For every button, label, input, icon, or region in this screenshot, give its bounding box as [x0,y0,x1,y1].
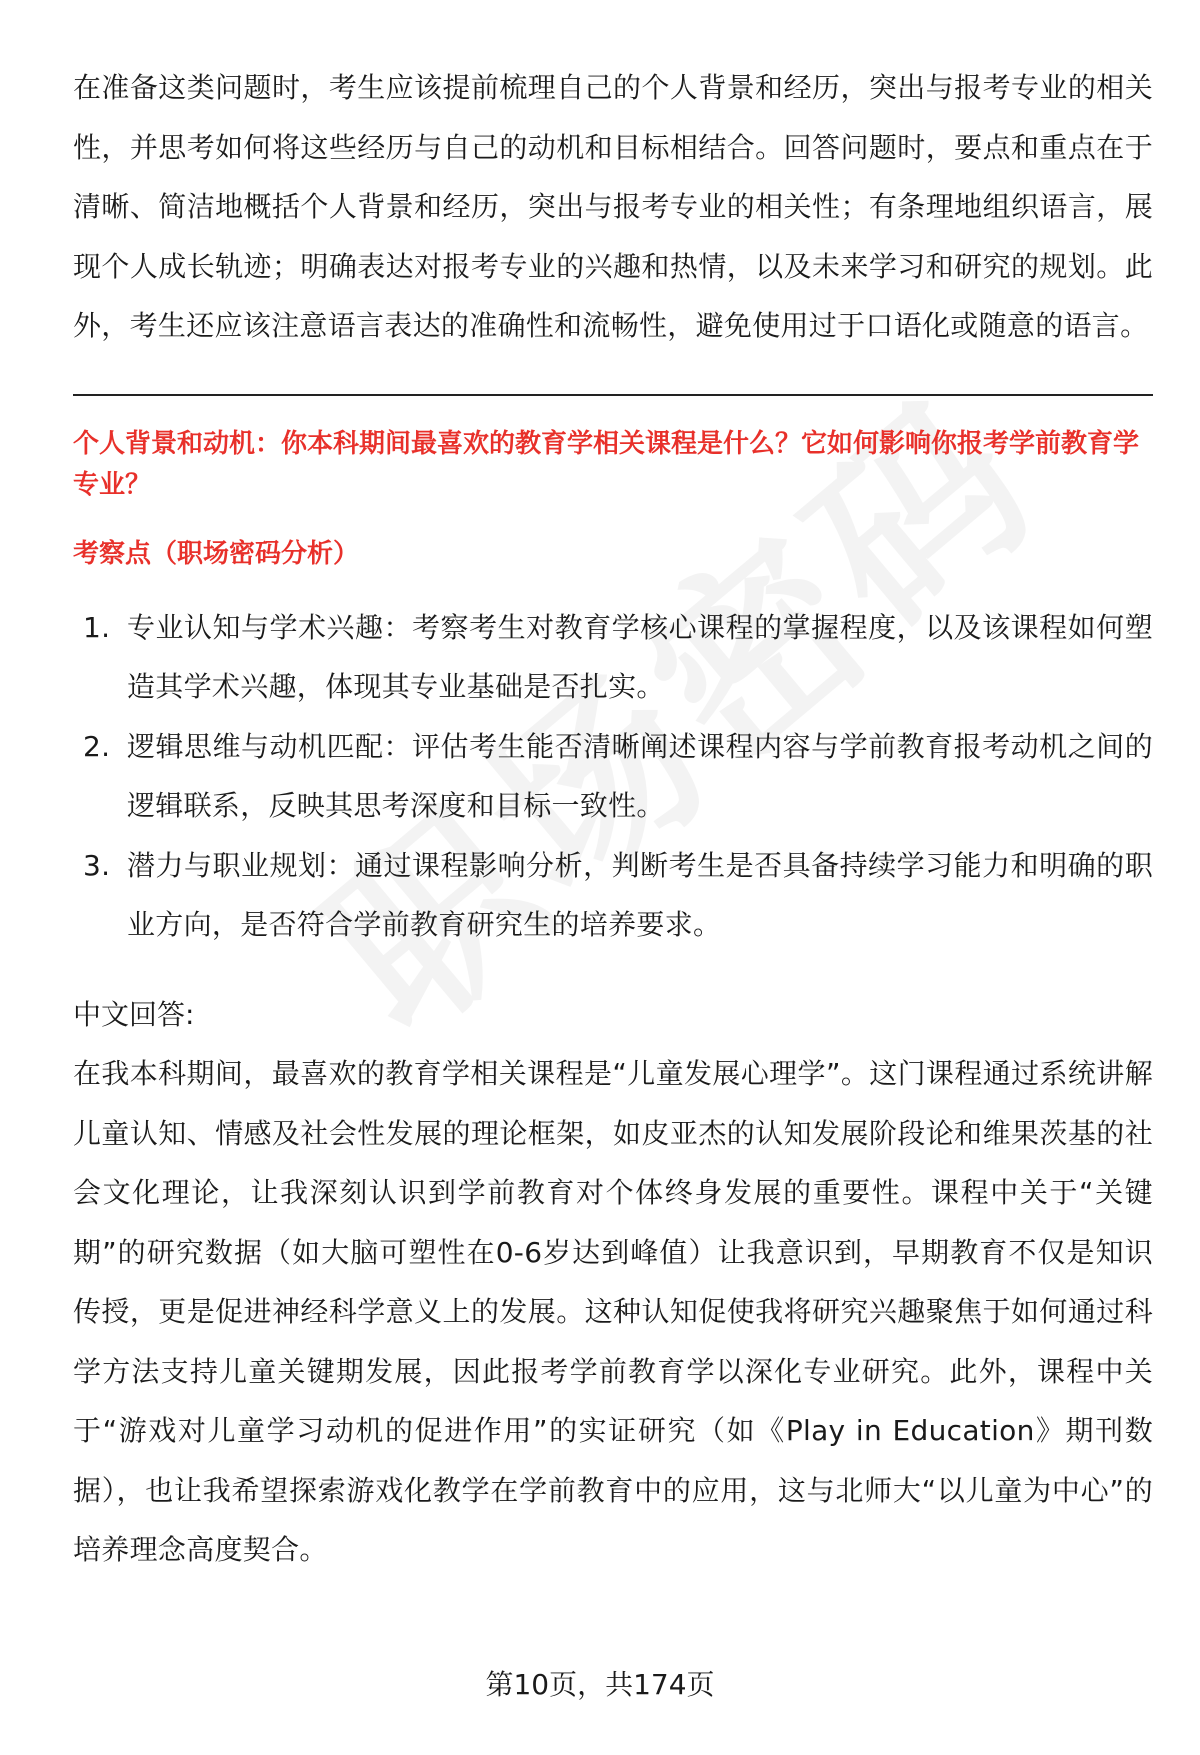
assessment-heading: 考察点（职场密码分析） [73,538,360,569]
assessment-points-list [73,598,1153,955]
assessment-point [73,836,1153,955]
point-number: 3. [83,848,111,882]
point-number: 2. [83,729,111,763]
point-text: 逻辑思维与动机匹配：评估考生能否清晰阐述课程内容与学前教育报考动机之间的逻辑联系，反映其思考深度和目标一致性。 [127,729,1153,822]
assessment-point [73,717,1153,836]
point-text: 潜力与职业规划：通过课程影响分析，判断考生是否具备持续学习能力和明确的职业方向，是否符合学前教育研究生的培养要求。 [127,848,1153,941]
section-divider [73,394,1153,396]
answer-paragraph: 在我本科期间，最喜欢的教育学相关课程是“儿童发展心理学”。这门课程通过系统讲解儿童认知、情感及社会性发展的理论框架，如皮亚杰的认知发展阶段论和维果茨基的社会文化理论，让我深刻认识到学前教育对个体终身发展的重要性。课程中关于“关键期”的研究数据（如大脑可塑性在0-6岁达到峰值）让我意识到，早期教育不仅是知识传授，更是促进神经科学意义上的发展。这种认知促使我将研究兴趣聚焦于如何通过科学方法支持儿童关键期发展，因此报考学前教育学以深化专业研究。此外，课程中关于“游戏对儿童学习动机的促进作用”的实证研究（如《Play in Education》期刊数据），也让我希望探索游戏化教学在学前教育中的应用，这与北师大“以儿童为中心”的培养理念高度契合。 [73,1057,1153,1566]
intro-paragraph: 在准备这类问题时，考生应该提前梳理自己的个人背景和经历，突出与报考专业的相关性，并思考如何将这些经历与自己的动机和目标相结合。回答问题时，要点和重点在于清晰、简洁地概括个人背景和经历，突出与报考专业的相关性；有条理地组织语言，展现个人成长轨迹；明确表达对报考专业的兴趣和热情，以及未来学习和研究的规划。此外，考生还应该注意语言表达的准确性和流畅性，避免使用过于口语化或随意的语言。 [73,71,1153,342]
point-number: 1. [83,610,111,644]
question-heading: 个人背景和动机：你本科期间最喜欢的教育学相关课程是什么？它如何影响你报考学前教育学专业？ [73,428,1140,500]
assessment-point [73,598,1153,717]
answer-label: 中文回答: [73,997,195,1031]
point-text: 专业认知与学术兴趣：考察考生对教育学核心课程的掌握程度，以及该课程如何塑造其学术兴趣，体现其专业基础是否扎实。 [127,610,1153,703]
page-footer: 第10页，共174页 [485,1668,715,1701]
document-page [73,58,1153,1580]
